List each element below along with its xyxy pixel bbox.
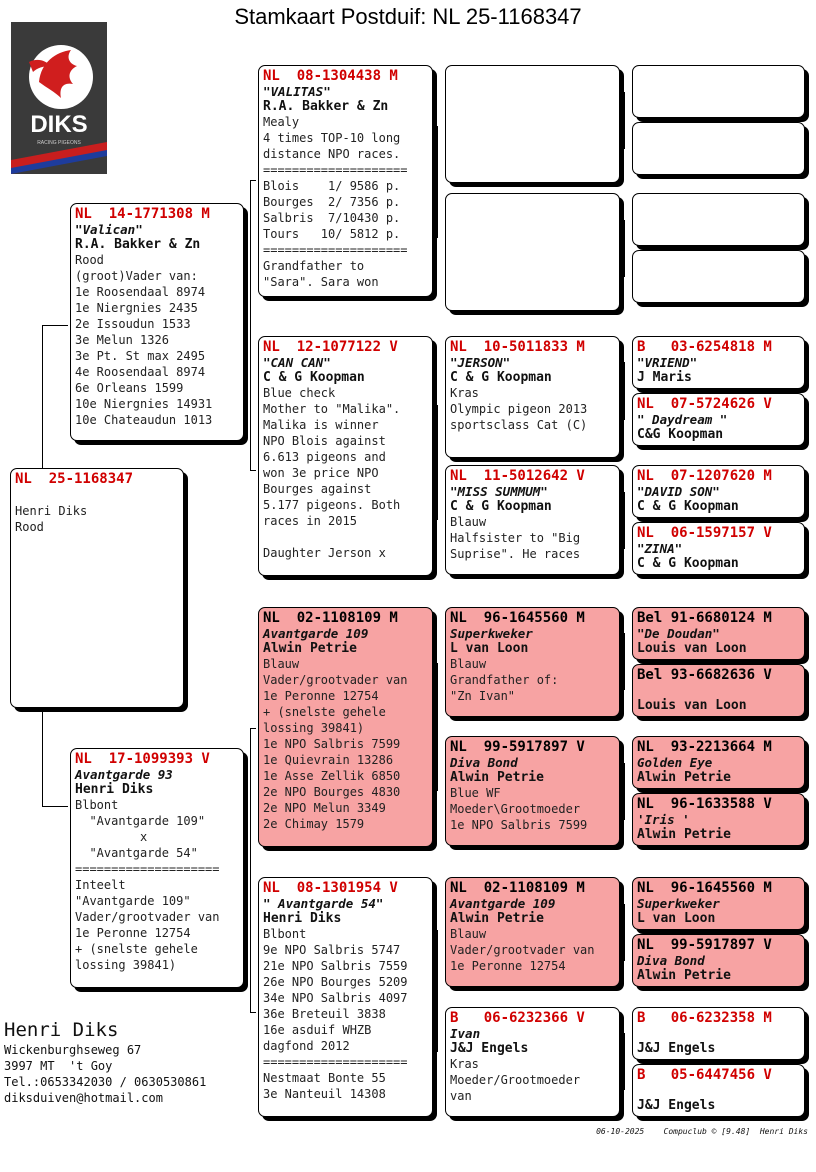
pedigree-note: Blbont (75, 798, 119, 812)
pedigree-note: 36e Breteuil 3838 (263, 1007, 386, 1021)
pedigree-note: 1e Peronne 12754 (263, 689, 379, 703)
pedigree-note: Inteelt (75, 878, 126, 892)
pedigree-note: Nestmaat Bonte 55 (263, 1071, 386, 1085)
ring-number: NL 96-1645560 M (637, 880, 772, 896)
pedigree-note: 4e Roosendaal 8974 (75, 365, 206, 379)
connector (250, 728, 256, 729)
breeder-name: Henri Diks (75, 782, 154, 797)
pedigree-note: won 3e price NPO (263, 466, 379, 480)
pedigree-note: Malika is winner (263, 418, 379, 432)
pedigree-note: 1e Asse Zellik 6850 (263, 769, 401, 783)
svg-text:DIKS: DIKS (30, 111, 88, 138)
pedigree-note: "Avantgarde 54" (75, 846, 198, 860)
pedigree-note: Vader/grootvader van (75, 910, 220, 924)
connector (250, 728, 251, 1013)
owner-name: Henri Diks (4, 1019, 119, 1041)
pigeon-card-vriend[interactable] (632, 336, 805, 389)
page-title: Stamkaart Postduif: NL 25-1168347 (234, 4, 582, 29)
ring-number: B 06-6232358 M (637, 1010, 772, 1026)
pedigree-note: Vader/grootvader van (263, 673, 408, 687)
pigeon-name: Superkweker (450, 626, 533, 641)
pigeon-card-jerson[interactable] (445, 336, 620, 458)
pedigree-note: ==================== (263, 1055, 408, 1069)
connector (42, 325, 68, 326)
pedigree-note: 4 times TOP-10 long (263, 131, 401, 145)
pigeon-card-ivan[interactable] (445, 1007, 620, 1117)
pigeon-name: Superkweker (637, 896, 720, 911)
pigeon-name (637, 1026, 800, 1041)
pedigree-note: Blauw (263, 657, 300, 671)
pigeon-card-engels-m[interactable] (632, 1007, 805, 1060)
pedigree-note: 1e Roosendaal 8974 (75, 285, 206, 299)
pigeon-card-dam[interactable] (70, 748, 244, 988)
breeder-name: L van Loon (450, 641, 529, 656)
pigeon-name: 'Iris ' (637, 812, 690, 827)
ring-number: NL 17-1099393 V (75, 751, 210, 767)
pedigree-note: + (snelste gehele (75, 942, 198, 956)
pedigree-note: 2e NPO Melun 3349 (263, 801, 386, 815)
pedigree-note: Suprise". He races (450, 547, 581, 561)
pedigree-note: "Avantgarde 109" (75, 814, 206, 828)
breeder-name: C & G Koopman (637, 499, 739, 514)
connector (42, 325, 43, 470)
pedigree-note: Blois 1/ 9586 p. (263, 179, 401, 193)
pedigree-note: 3e Pt. St max 2495 (75, 349, 206, 363)
ring-number: NL 14-1771308 M (75, 206, 210, 222)
pedigree-note: ==================== (263, 243, 408, 257)
pedigree-note: Kras (450, 386, 479, 400)
pigeon-name: "ZINA" (637, 541, 683, 556)
diks-logo (11, 22, 107, 174)
ring-number: NL 02-1108109 M (450, 880, 585, 896)
pigeon-card-sire[interactable] (70, 203, 244, 441)
connector (42, 806, 68, 807)
pigeon-name (637, 1083, 800, 1098)
pigeon-card-david-son[interactable] (632, 465, 805, 518)
breeder-name: C & G Koopman (637, 556, 739, 571)
pigeon-name: "CAN CAN" (263, 355, 331, 370)
pedigree-note: Rood (75, 253, 104, 267)
breeder-name: Alwin Petrie (637, 827, 731, 842)
pedigree-note: (groot)Vader van: (75, 269, 198, 283)
breeder-name: J&J Engels (637, 1041, 716, 1056)
pigeon-card-miss-summum[interactable] (445, 465, 620, 575)
pedigree-note: races in 2015 (263, 514, 357, 528)
ring-number: B 06-6232366 V (450, 1010, 585, 1026)
pedigree-note: NPO Blois against (263, 434, 386, 448)
pigeon-card-iris[interactable] (632, 793, 805, 846)
pedigree-note: 1e Quievrain 13286 (263, 753, 394, 767)
pedigree-note: Blauw (450, 515, 487, 529)
breeder-name: C & G Koopman (450, 370, 552, 385)
pigeon-name: "De Doudan" (637, 626, 720, 641)
ring-number: NL 06-1597157 V (637, 525, 772, 541)
pedigree-note: 1e NPO Salbris 7599 (450, 818, 588, 832)
ring-number: B 05-6447456 V (637, 1067, 772, 1083)
pedigree-note: 21e NPO Salbris 7559 (263, 959, 408, 973)
breeder-name: Alwin Petrie (263, 641, 357, 656)
pigeon-card-empty[interactable] (445, 193, 620, 311)
pigeon-name: "JERSON" (450, 355, 511, 370)
pigeon-name: " Daydream " (637, 412, 728, 427)
connector (624, 633, 625, 690)
pedigree-note: 2e Chimay 1579 (263, 817, 365, 831)
pigeon-name: "MISS SUMMUM" (450, 484, 548, 499)
ring-number: NL 11-5012642 V (450, 468, 585, 484)
pedigree-note: Rood (15, 520, 44, 534)
breeder-name: L van Loon (637, 911, 716, 926)
ring-number: Bel 91-6680124 M (637, 610, 772, 626)
pigeon-card-superkweker[interactable] (445, 607, 620, 717)
pigeon-card-engels-v[interactable] (632, 1064, 805, 1117)
pedigree-note: 10e Niergnies 14931 (75, 397, 213, 411)
pedigree-note: Salbris 7/10430 p. (263, 211, 401, 225)
ring-number: NL 07-5724626 V (637, 396, 772, 412)
connector (437, 663, 438, 791)
pigeon-card-dam-sire[interactable] (258, 607, 433, 847)
breeder-name: R.A. Bakker & Zn (263, 99, 389, 114)
ring-number: NL 08-1301954 V (263, 880, 398, 896)
connector (624, 492, 625, 549)
pedigree-note: Blauw (450, 657, 487, 671)
ring-number: B 03-6254818 M (637, 339, 772, 355)
pigeon-card-diva-bond-2[interactable] (632, 934, 805, 987)
footer-credit: 06-10-2025 Compuclub © [9.48] Henri Diks (596, 1127, 808, 1136)
pedigree-note: 16e asduif WHZB (263, 1023, 372, 1037)
pigeon-name: Avantgarde 109 (263, 626, 369, 641)
ring-number: NL 93-2213664 M (637, 739, 772, 755)
ring-number: NL 25-1168347 (15, 471, 134, 487)
pedigree-note: 5.177 pigeons. Both (263, 498, 401, 512)
pedigree-note: 2e NPO Bourges 4830 (263, 785, 401, 799)
pedigree-note: Moeder/Grootmoeder (450, 1073, 581, 1087)
pedigree-note: 1e Niergnies 2435 (75, 301, 198, 315)
pigeon-card-avantgarde-109[interactable] (445, 877, 620, 987)
ring-number: Bel 93-6682636 V (637, 667, 772, 683)
ring-number: NL 96-1633588 V (637, 796, 772, 812)
ring-number: NL 08-1304438 M (263, 68, 398, 84)
pigeon-card-empty[interactable] (632, 122, 805, 175)
ring-number: NL 96-1645560 M (450, 610, 585, 626)
breeder-name: J Maris (637, 370, 692, 385)
pigeon-card-diva-bond[interactable] (445, 736, 620, 846)
pigeon-card-sire-dam[interactable] (258, 336, 433, 576)
connector (624, 763, 625, 820)
pedigree-note: 1e Peronne 12754 (450, 959, 566, 973)
pedigree-note: x (75, 830, 148, 844)
pedigree-note: Henri Diks (15, 504, 88, 518)
pedigree-note: 6.613 pigeons and (263, 450, 386, 464)
pedigree-note: Blbont (263, 927, 307, 941)
pedigree-note: Bourges against (263, 482, 372, 496)
pedigree-note: Grandfather of: (450, 673, 559, 687)
pedigree-note: lossing 39841) (75, 958, 177, 972)
breeder-name: C & G Koopman (450, 499, 552, 514)
pedigree-note: 1e NPO Salbris 7599 (263, 737, 401, 751)
pedigree-note: 3e Nanteuil 14308 (263, 1087, 386, 1101)
pedigree-note: van (450, 1089, 472, 1103)
pedigree-note: Olympic pigeon 2013 (450, 402, 588, 416)
pedigree-note: 9e NPO Salbris 5747 (263, 943, 401, 957)
pedigree-note: Bourges 2/ 7356 p. (263, 195, 401, 209)
ring-number: NL 10-5011833 M (450, 339, 585, 355)
breeder-name: C & G Koopman (263, 370, 365, 385)
pigeon-card-golden-eye[interactable] (632, 736, 805, 789)
pigeon-name: "VRIEND" (637, 355, 698, 370)
breeder-name: C&G Koopman (637, 427, 724, 442)
pigeon-name: "VALITAS" (263, 84, 331, 99)
pigeon-card-subject[interactable] (10, 468, 184, 708)
breeder-name: R.A. Bakker & Zn (75, 237, 201, 252)
breeder-name: J&J Engels (637, 1098, 716, 1113)
pedigree-note: Moeder\Grootmoeder (450, 802, 581, 816)
pigeon-card-empty[interactable] (632, 193, 805, 246)
pedigree-note: Tours 10/ 5812 p. (263, 227, 401, 241)
pedigree-note: 34e NPO Salbris 4097 (263, 991, 408, 1005)
connector (250, 180, 256, 181)
breeder-name: Louis van Loon (637, 641, 747, 656)
pigeon-name: Golden Eye (637, 755, 713, 770)
pedigree-note: dagfond 2012 (263, 1039, 350, 1053)
pedigree-note: Mealy (263, 115, 300, 129)
contact-email[interactable]: diksduiven@hotmail.com (4, 1091, 163, 1105)
breeder-name: J&J Engels (450, 1041, 529, 1056)
pedigree-note: 3e Melun 1326 (75, 333, 169, 347)
pigeon-card-dam-dam[interactable] (258, 877, 433, 1117)
pedigree-note: Grandfather to (263, 259, 365, 273)
pedigree-note: Kras (450, 1057, 479, 1071)
owner-contact (4, 1018, 206, 1106)
ring-number: NL 99-5917897 V (637, 937, 772, 953)
connector (624, 362, 625, 420)
connector (437, 930, 438, 1052)
pedigree-note: Blue WF (450, 786, 501, 800)
pigeon-card-empty[interactable] (632, 250, 805, 303)
pigeon-card-zina[interactable] (632, 522, 805, 575)
pigeon-name: Avantgarde 93 (75, 767, 173, 782)
breeder-name: Alwin Petrie (450, 911, 544, 926)
pigeon-name: "DAVID SON" (637, 484, 720, 499)
ring-number: NL 07-1207620 M (637, 468, 772, 484)
pigeon-card-superkweker-2[interactable] (632, 877, 805, 930)
breeder-name: Alwin Petrie (637, 968, 731, 983)
pedigree-note: Blauw (450, 927, 487, 941)
pigeon-card-daydream[interactable] (632, 393, 805, 446)
contact-address: Wickenburghseweg 67 (4, 1043, 142, 1057)
pedigree-note: "Zn Ivan" (450, 689, 516, 703)
pedigree-note: 10e Chateaudun 1013 (75, 413, 213, 427)
pigeon-name: Diva Bond (637, 953, 705, 968)
pigeon-card-louis-van-loon[interactable] (632, 664, 805, 717)
pigeon-name: Ivan (450, 1026, 481, 1041)
pedigree-note: Halfsister to "Big (450, 531, 581, 545)
pedigree-note: 1e Peronne 12754 (75, 926, 191, 940)
pedigree-note: lossing 39841) (263, 721, 365, 735)
pedigree-note: Mother to "Malika". (263, 402, 401, 416)
pigeon-name: "Valican" (75, 222, 143, 237)
pedigree-note: + (snelste gehele (263, 705, 386, 719)
pigeon-card-de-doudan[interactable] (632, 607, 805, 660)
pedigree-note: Blue check (263, 386, 336, 400)
connector (250, 1012, 256, 1013)
pedigree-note: Daughter Jerson x (263, 546, 386, 560)
pigeon-name: Diva Bond (450, 755, 518, 770)
connector (624, 1033, 625, 1090)
pigeon-name: Avantgarde 109 (450, 896, 556, 911)
connector (437, 126, 438, 238)
connector (624, 220, 625, 277)
connector (437, 405, 438, 520)
pedigree-note: sportsclass Cat (C) (450, 418, 588, 432)
pedigree-note: distance NPO races. (263, 147, 401, 161)
breeder-name: Alwin Petrie (637, 770, 731, 785)
pigeon-name (637, 683, 800, 698)
pigeon-card-empty[interactable] (632, 65, 805, 118)
pedigree-note: 2e Issoudun 1533 (75, 317, 191, 331)
breeder-name: Louis van Loon (637, 698, 747, 713)
connector (42, 712, 43, 807)
connector (624, 92, 625, 149)
pedigree-note: 26e NPO Bourges 5209 (263, 975, 408, 989)
pedigree-note: "Avantgarde 109" (75, 894, 191, 908)
ring-number: NL 99-5917897 V (450, 739, 585, 755)
pedigree-note: ==================== (263, 163, 408, 177)
connector (250, 470, 256, 471)
pedigree-note: 6e Orleans 1599 (75, 381, 184, 395)
contact-phone: Tel.:0653342030 / 0630530861 (4, 1075, 207, 1089)
pedigree-note (15, 487, 179, 503)
connector (250, 180, 251, 470)
pedigree-note: Vader/grootvader van (450, 943, 595, 957)
svg-text:RACING PIGEONS: RACING PIGEONS (37, 140, 81, 146)
pedigree-note: "Sara". Sara won (263, 275, 379, 289)
pedigree-note: ==================== (75, 862, 220, 876)
connector (624, 904, 625, 961)
breeder-name: Henri Diks (263, 911, 342, 926)
contact-postcode: 3997 MT 't Goy (4, 1059, 113, 1073)
pigeon-card-sire-sire[interactable] (258, 65, 433, 297)
pedigree-note (263, 529, 428, 545)
ring-number: NL 12-1077122 V (263, 339, 398, 355)
ring-number: NL 02-1108109 M (263, 610, 398, 626)
pigeon-name: " Avantgarde 54" (263, 896, 384, 911)
breeder-name: Alwin Petrie (450, 770, 544, 785)
pigeon-card-empty[interactable] (445, 65, 620, 183)
